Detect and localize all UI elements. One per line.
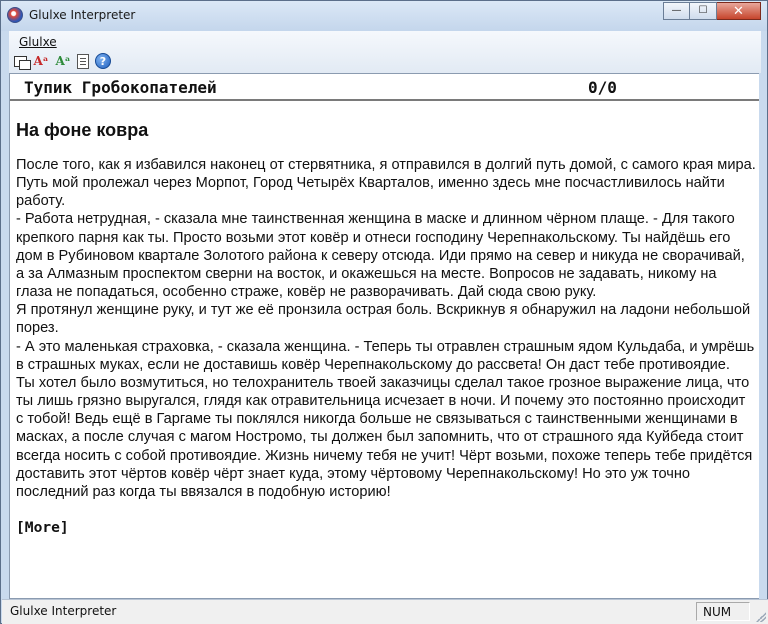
window-title: Glulxe Interpreter [29, 8, 136, 22]
status-bar-text: Glulxe Interpreter [10, 604, 117, 618]
story-text-area[interactable] [16, 120, 756, 596]
room-title: На фоне ковра [16, 120, 149, 140]
menu-item-glulxe[interactable]: Glulxe [19, 35, 57, 49]
score-display: 0/0 [588, 78, 617, 97]
maximize-button[interactable] [690, 2, 717, 20]
font-larger-icon[interactable]: Aᵃ [55, 54, 71, 68]
font-smaller-icon[interactable]: Aᵃ [33, 54, 49, 68]
minimize-button[interactable] [663, 2, 690, 20]
window-border-right [759, 73, 767, 599]
menu-toolbar-area [9, 31, 761, 73]
title-bar[interactable] [1, 1, 767, 31]
glulxe-app-icon[interactable] [7, 7, 23, 23]
close-button[interactable] [717, 2, 761, 20]
story-paragraph: - Работа нетрудная, - сказала мне таинственная женщина в маске и длинном чёрном плаще. - Для такого крепкого парня как ты. Просто возьми этот ковёр и отнеси господину Черепнакольскому. Ты найдёшь его дом в Рубиновом квартале Золотого района к северу отсюда. Иди прямо на север и никуда не сворачивай, а за Алмазным проспектом сверни на восток, и окажешься на месте. Вопросов не задавать, никому на глаза не попадаться, особенно страже, ковёр не разворачивать. Дай сюда свою руку. [16, 211, 745, 301]
document-icon[interactable] [77, 54, 89, 69]
story-paragraph: Я протянул женщине руку, и тут же её пронзила острая боль. Вскрикнув я обнаружил на ладони небольшой порез. [16, 302, 751, 337]
menu-bar [19, 35, 57, 49]
minimize-icon: — [671, 5, 682, 16]
status-line [10, 74, 760, 101]
game-window[interactable] [9, 73, 761, 599]
more-prompt[interactable]: [More] [16, 518, 69, 536]
num-lock-indicator: NUM [696, 602, 750, 621]
resize-grip-icon[interactable] [756, 612, 766, 622]
toolbar [14, 53, 111, 69]
story-paragraph: - А это маленькая страховка, - сказала женщина. - Теперь ты отравлен страшным ядом Кульдаба, и умрёшь в страшных муках, если не доставишь ковёр Черепнакольскому до рассвета! Он даст тебе противоядие. [16, 338, 755, 373]
story-paragraph: Ты хотел было возмутиться, но телохранитель твоей заказчицы сделал такое грозное выражение лица, что ты лишь грязно выругался, глядя как отравительница исчезает в ночи. И почему это постоянно происходит с тобой! Ведь ещё в Гаргаме ты поклялся никогда больше не связываться с таинственными женщинами в масках, а после случая с магом Ностромо, ты должен был запомнить, что от страшного яда Куйбеда стоит всегда носить с собой противоядие. Жизнь ничему тебя не учит! Чёрт возьми, похоже теперь тебе придётся доставить этот чёртов ковёр чёрт знает куда, этому чёртовому Черепнакольскому! Но это уж точно последний раз когда ты ввязался в подобную историю! [16, 374, 753, 500]
help-icon[interactable]: ? [95, 53, 111, 69]
story-paragraph: После того, как я избавился наконец от стервятника, я отправился в долгий путь домой, с самого края мира. Путь мой пролежал через Морпот, Город Четырёх Кварталов, именно здесь мне посчастливилось найти работу. [16, 157, 756, 210]
location-name: Тупик Гробокопателей [24, 78, 217, 97]
status-bar [2, 599, 768, 624]
close-icon: ✕ [733, 3, 744, 19]
windows-icon[interactable] [14, 56, 27, 67]
maximize-icon: ☐ [698, 5, 708, 16]
window-controls [663, 2, 761, 20]
